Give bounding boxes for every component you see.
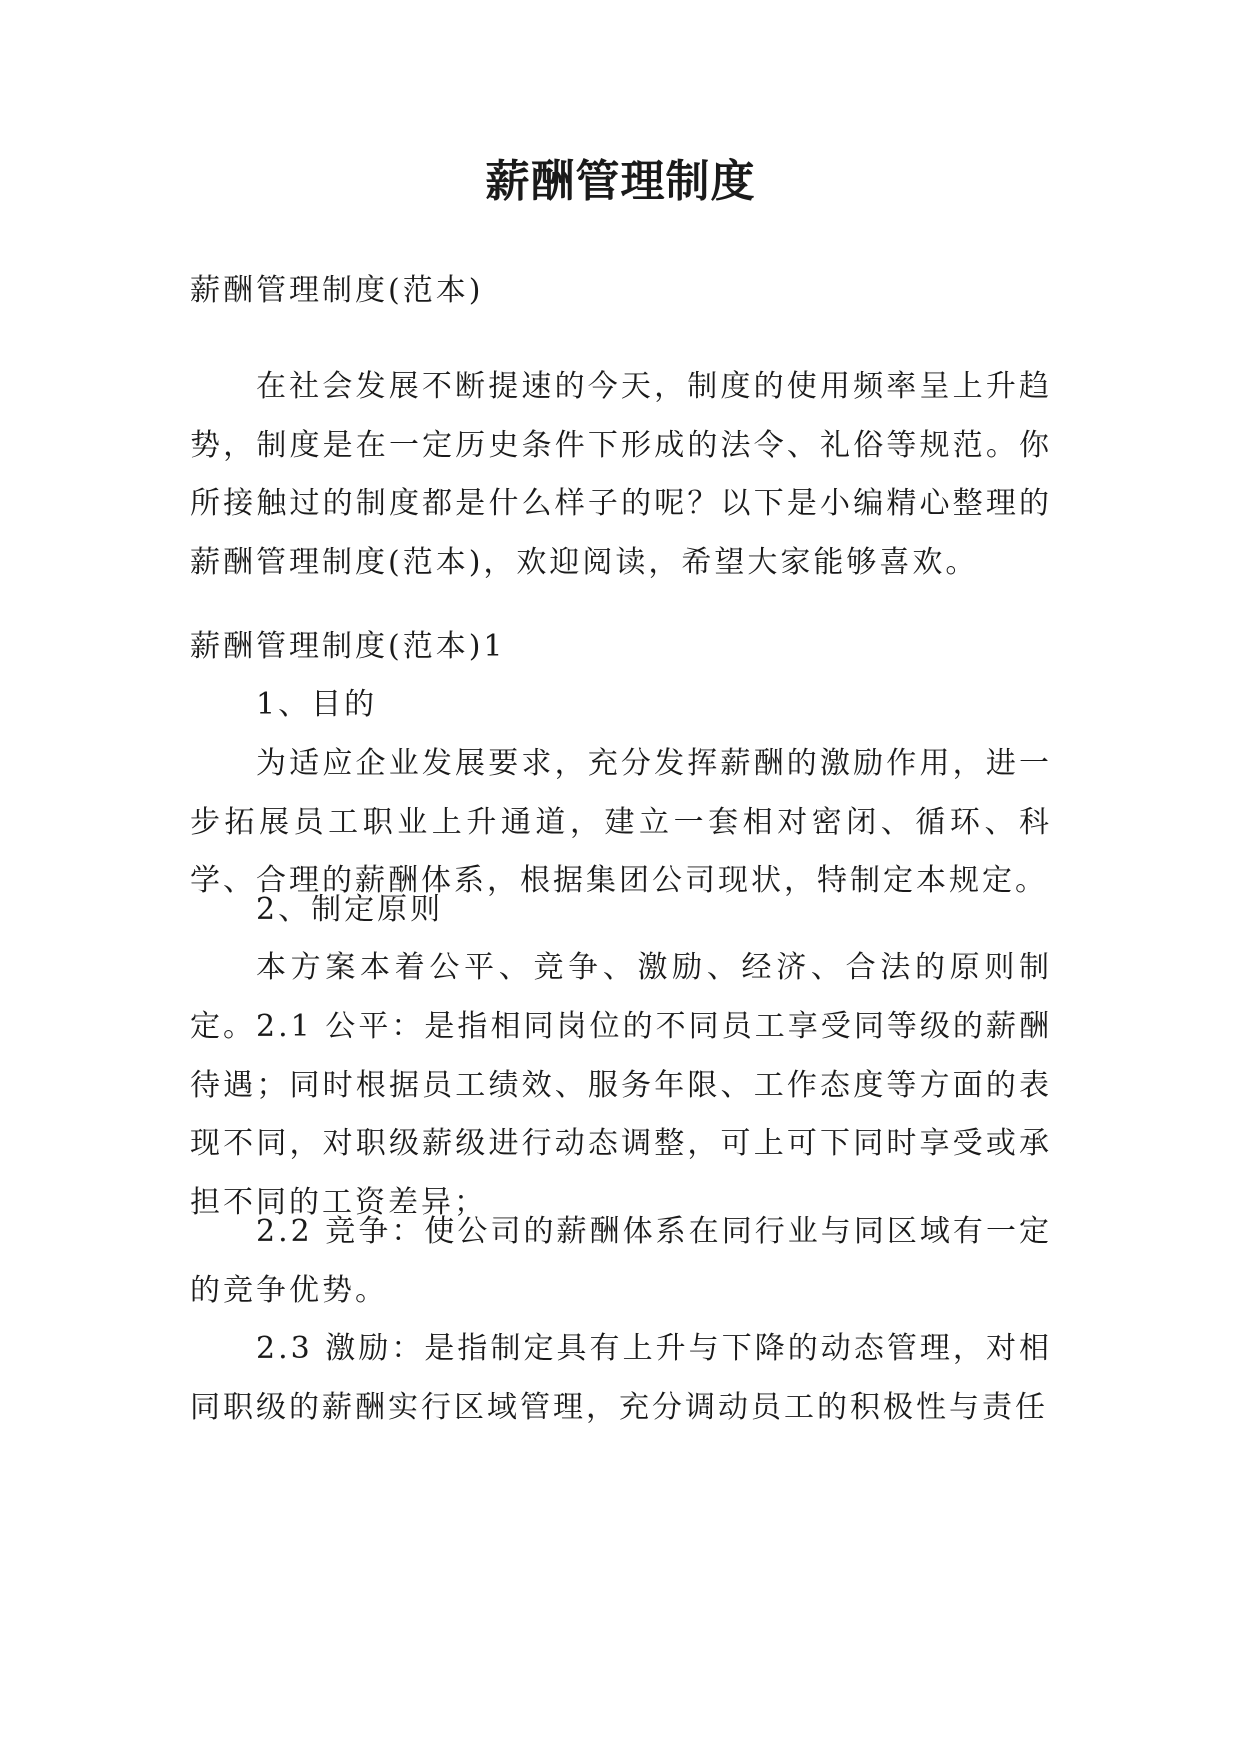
section-heading: 薪酬管理制度(范本)1 — [190, 629, 506, 664]
item2-paragraph: 本方案本着公平、竞争、激励、经济、合法的原则制定。 — [190, 950, 1052, 1044]
item1-paragraph: 为适应企业发展要求，充分发挥薪酬的激励作用，进一步拓展员工职业上升通道，建立一套相对密闭、循环、科学、合理的薪酬体系，根据集团公司现状，特制定本规定。 — [190, 746, 1052, 898]
item2-heading: 2、制定原则 — [256, 892, 444, 927]
item1-heading: 1、目的 — [256, 687, 378, 722]
item2-3-paragraph: 2.3 激励：是指制定具有上升与下降的动态管理，对相同职级的薪酬实行区域管理，充分调动员工的积极性与责任 — [190, 1331, 1052, 1425]
item2-2-paragraph: 2.2 竞争：使公司的薪酬体系在同行业与同区域有一定的竞争优势。 — [190, 1214, 1052, 1308]
intro-paragraph: 在社会发展不断提速的今天，制度的使用频率呈上升趋势，制度是在一定历史条件下形成的法令、礼俗等规范。你所接触过的制度都是什么样子的呢？以下是小编精心整理的薪酬管理制度(范本)，欢迎阅读，希望大家能够喜欢。 — [190, 369, 1052, 580]
document-title: 薪酬管理制度 — [485, 156, 756, 207]
item2-1-paragraph: 2.1 公平：是指相同岗位的不同员工享受同等级的薪酬待遇；同时根据员工绩效、服务年限、工作态度等方面的表现不同，对职级薪级进行动态调整，可上可下同时享受或承担不同的工资差异； — [190, 1009, 1052, 1220]
document-subtitle: 薪酬管理制度(范本) — [190, 273, 484, 308]
